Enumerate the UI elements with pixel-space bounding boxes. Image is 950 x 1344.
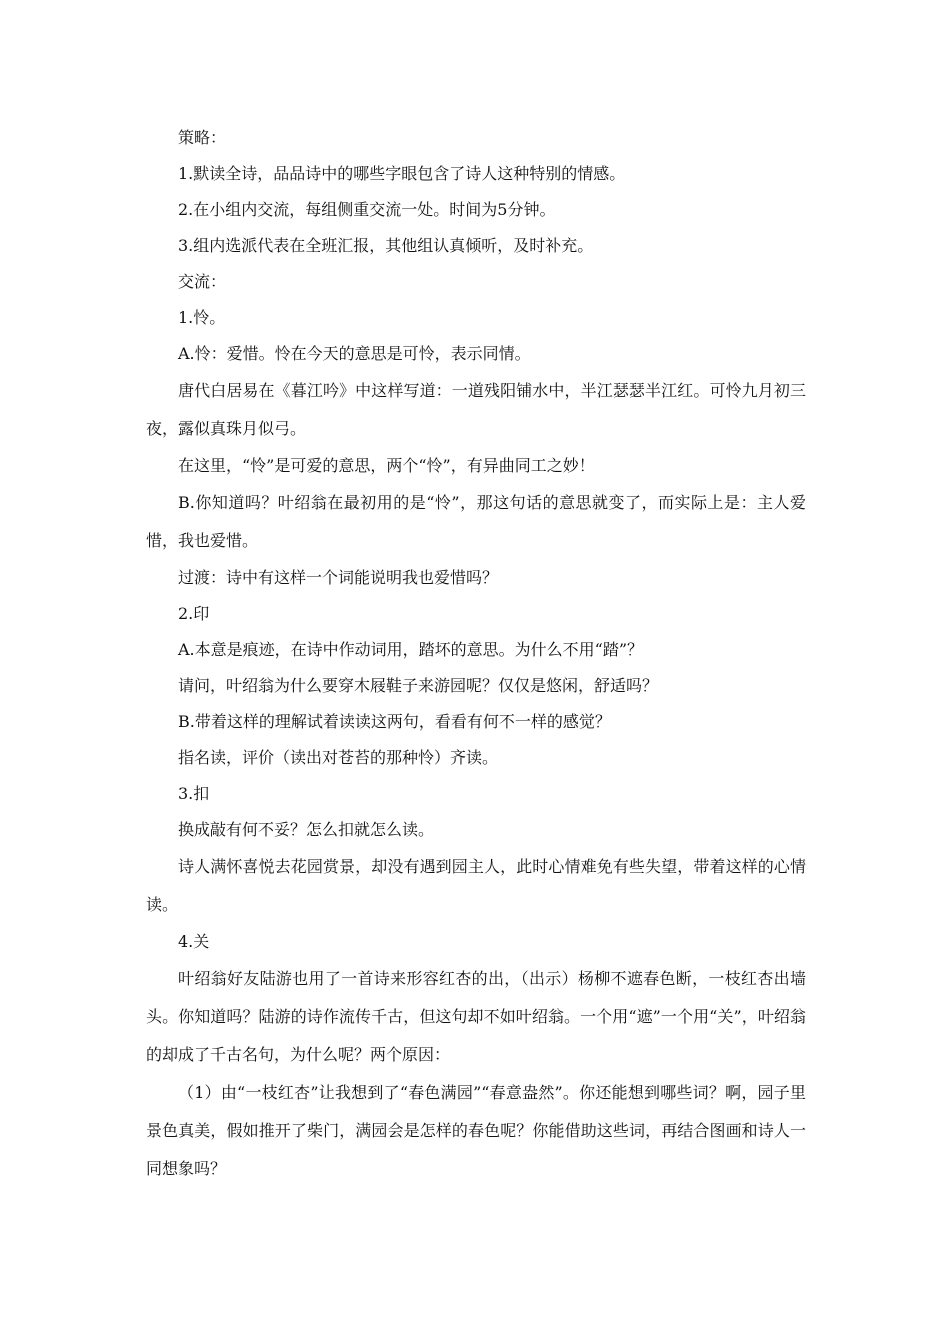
paragraph-strategy-1: 1.默读全诗，品品诗中的哪些字眼包含了诗人这种特别的情感。 — [178, 164, 626, 183]
paragraph-item-4: 4.关 — [178, 932, 210, 951]
paragraph-reading: 指名读，评价（读出对苍苔的那种怜）齐读。 — [178, 748, 499, 767]
paragraph-item-2b: B.带着这样的理解试着读读这两句，看看有何不一样的感觉？ — [178, 712, 611, 731]
paragraph-reason-1: （1）由“一枝红杏”让我想到了“春色满园”“春意盎然”。你还能想到哪些词？啊，园子里景色真美，假如推开了柴门，满园会是怎样的春色呢？你能借助这些词，再结合图画和诗人一同想象吗？ — [146, 1083, 806, 1178]
paragraph-poet-mood: 诗人满怀喜悦去花园赏景，却没有遇到园主人，此时心情难免有些失望，带着这样的心情读。 — [146, 857, 806, 914]
paragraph-item-2a: A.本意是痕迹，在诗中作动词用，踏坏的意思。为什么不用“踏”？ — [178, 640, 644, 659]
paragraph-bai-juyi: 唐代白居易在《暮江吟》中这样写道：一道残阳铺水中，半江瑟瑟半江红。可怜九月初三夜，露似真珠月似弓。 — [146, 381, 806, 438]
paragraph-item-3: 3.扣 — [178, 784, 210, 803]
paragraph-exchange-heading: 交流： — [178, 272, 227, 291]
paragraph-lian-meaning: 在这里，“怜”是可爱的意思，两个“怜”，有异曲同工之妙！ — [178, 456, 595, 475]
paragraph-knock: 换成敲有何不妥？怎么扣就怎么读。 — [178, 820, 435, 839]
document-body — [146, 120, 806, 1188]
paragraph-strategy-3: 3.组内选派代表在全班汇报，其他组认真倾听，及时补充。 — [178, 236, 594, 255]
paragraph-question: 请问，叶绍翁为什么要穿木屐鞋子来游园呢？仅仅是悠闲，舒适吗？ — [178, 676, 659, 695]
paragraph-item-1: 1.怜。 — [178, 308, 226, 327]
paragraph-strategy-2: 2.在小组内交流，每组侧重交流一处。时间为5分钟。 — [178, 200, 556, 219]
paragraph-item-1a: A.怜：爱惜。怜在今天的意思是可怜，表示同情。 — [178, 344, 531, 363]
paragraph-lu-you: 叶绍翁好友陆游也用了一首诗来形容红杏的出，（出示）杨柳不遮春色断，一枝红杏出墙头。你知道吗？陆游的诗作流传千古，但这句却不如叶绍翁。一个用“遮”一个用“关”，叶绍翁的却成了千古名句，为什么呢？两个原因： — [146, 969, 806, 1064]
paragraph-item-2: 2.印 — [178, 604, 210, 623]
paragraph-strategy-heading: 策略： — [178, 128, 227, 147]
paragraph-transition: 过渡：诗中有这样一个词能说明我也爱惜吗？ — [178, 568, 499, 587]
paragraph-item-1b: B.你知道吗？叶绍翁在最初用的是“怜”，那这句话的意思就变了，而实际上是：主人爱惜，我也爱惜。 — [146, 493, 806, 550]
